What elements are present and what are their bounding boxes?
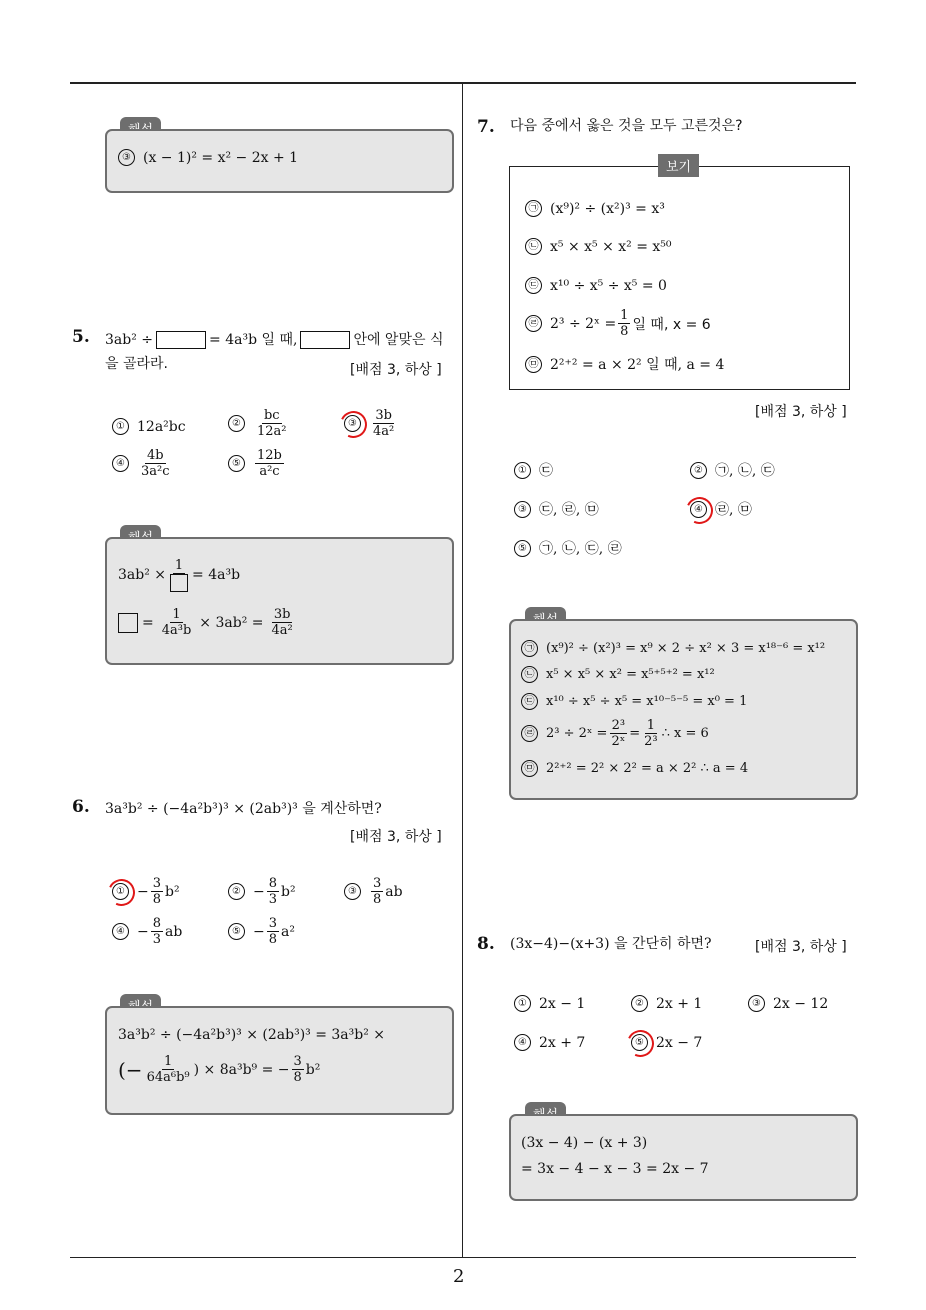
q8-score: [배점 3, 하상 ]	[755, 939, 847, 955]
q5-option-1-mark: ①	[112, 418, 129, 435]
q7-number: 7.	[477, 117, 495, 137]
q5-option-1-value: 12a²bc	[137, 418, 186, 435]
q7-option-1[interactable]: ① ㉢	[514, 460, 553, 480]
q8-text: (3x−4)−(x+3) 을 간단히 하면?	[510, 936, 712, 952]
bottom-rule	[70, 1257, 856, 1258]
q5-text-d: 을 골라라.	[105, 356, 168, 372]
q4-solution-text: (x − 1)² = x² − 2x + 1	[143, 149, 299, 166]
q5-text-b: = 4a³b 일 때,	[209, 332, 298, 348]
q8-option-5-mark-selected: ⑤	[631, 1034, 648, 1051]
q8-option-4[interactable]: ④ 2x + 7	[514, 1034, 585, 1051]
q5-option-3-mark-selected: ③	[344, 415, 361, 432]
q6-option-3[interactable]: ③ $\frac{3}{8}$ ab	[344, 876, 403, 907]
q6-number: 6.	[72, 797, 90, 817]
q8-solution-line-1: (3x − 4) − (x + 3)	[521, 1135, 648, 1151]
q6-solution-line-2: (− $\frac{1}{\text{64a⁶b⁹}}$ ) × 8a³b⁹ = − $\frac{3}{8}$ b²	[118, 1054, 321, 1085]
q8-number: 8.	[477, 934, 495, 954]
q6-option-1[interactable]: ① − $\frac{3}{8}$ b²	[112, 876, 180, 907]
q7-bogi-item-4: ㉣ 2³ ÷ 2ˣ = $\frac{1}{8}$ 일 때, x = 6	[525, 308, 711, 339]
q6-option-1-mark-selected: ①	[112, 883, 129, 900]
q8-option-2[interactable]: ② 2x + 1	[631, 995, 702, 1012]
q7-solution-line-3: ㉢ x¹⁰ ÷ x⁵ ÷ x⁵ = x¹⁰⁻⁵⁻⁵ = x⁰ = 1	[521, 693, 747, 710]
q5-solution-box	[105, 537, 454, 665]
q5-option-5-mark: ⑤	[228, 455, 245, 472]
q7-option-2[interactable]: ② ㉠, ㉡, ㉢	[690, 460, 775, 480]
q5-option-1[interactable]	[112, 418, 186, 435]
q7-bogi-item-2: ㉡ x⁵ × x⁵ × x² = x⁵⁰	[525, 238, 672, 255]
q7-option-4[interactable]: ④ ㉣, ㉤	[690, 499, 752, 519]
top-rule	[70, 82, 856, 84]
q6-score: [배점 3, 하상 ]	[350, 829, 442, 845]
q7-solution-line-5: ㉤ 2²⁺² = 2² × 2² = a × 2² ∴ a = 4	[521, 760, 748, 777]
q5-option-2-fraction: $\frac{bc}{\text{12a²}}$	[257, 408, 287, 439]
q4-solution-mark: ③	[118, 149, 135, 166]
q5-blank-2	[300, 331, 350, 349]
q5-option-4-fraction: $\frac{4b}{\text{3a²c}}$	[141, 448, 170, 479]
q5-option-3-fraction: $\frac{3b}{\text{4a²}}$	[373, 408, 395, 439]
q5-blank-1	[156, 331, 206, 349]
q7-option-5[interactable]: ⑤ ㉠, ㉡, ㉢, ㉣	[514, 538, 622, 558]
q6-option-3-mark: ③	[344, 883, 361, 900]
q7-solution-line-2: ㉡ x⁵ × x⁵ × x² = x⁵⁺⁵⁺² = x¹²	[521, 666, 715, 683]
q5-number: 5.	[72, 327, 90, 347]
q5-option-4[interactable]	[112, 448, 174, 479]
q5-solution-line-2: = $\frac{1}{\text{4a³b}}$ × 3ab² = $\frac{3b}{\text{4a²}}$	[118, 607, 297, 638]
q7-solution-line-1: ㉠ (x⁹)² ÷ (x²)³ = x⁹ × 2 ÷ x² × 3 = x¹⁸⁻⁶ = x¹²	[521, 640, 825, 657]
q8-solution-line-2: = 3x − 4 − x − 3 = 2x − 7	[521, 1161, 709, 1177]
q7-bogi-tab: 보기	[658, 154, 699, 177]
q6-solution-line-1: 3a³b² ÷ (−4a²b³)³ × (2ab³)³ = 3a³b² ×	[118, 1027, 386, 1043]
q8-option-5[interactable]: ⑤ 2x − 7	[631, 1034, 702, 1051]
q5-option-5-fraction: $\frac{12b}{\text{a²c}}$	[257, 448, 282, 479]
q6-option-5-mark: ⑤	[228, 923, 245, 940]
q7-option-4-mark-selected: ④	[690, 501, 707, 518]
q7-text: 다음 중에서 옳은 것을 모두 고른것은?	[510, 118, 743, 134]
q7-bogi-item-3: ㉢ x¹⁰ ÷ x⁵ ÷ x⁵ = 0	[525, 277, 667, 294]
q5-solution-line-1: 3ab² × 1 = 4a³b	[118, 558, 240, 592]
q8-solution-box	[509, 1114, 858, 1201]
q5-option-2-mark: ②	[228, 415, 245, 432]
q7-solution-line-4: ㉣ 2³ ÷ 2ˣ = $\frac{\text{2³}}{\text{2ˣ}}$ = $\frac{1}{\text{2³}}$ ∴ x = 6	[521, 718, 709, 749]
q5-option-5[interactable]	[228, 448, 286, 479]
q5-text-c: 안에 알맞은 식	[353, 332, 444, 348]
q8-option-3[interactable]: ③ 2x − 12	[748, 995, 828, 1012]
column-divider	[462, 84, 463, 1258]
page-number: 2	[453, 1266, 465, 1287]
q6-option-4-mark: ④	[112, 923, 129, 940]
q6-text: 3a³b² ÷ (−4a²b³)³ × (2ab³)³ 을 계산하면?	[105, 801, 382, 817]
q5-text-a: 3ab² ÷	[105, 332, 154, 348]
q7-bogi-item-5: ㉤ 2²⁺² = a × 2² 일 때, a = 4	[525, 354, 724, 374]
q7-score: [배점 3, 하상 ]	[755, 404, 847, 420]
q6-option-4[interactable]: ④ − $\frac{8}{3}$ ab	[112, 916, 182, 947]
q8-option-1[interactable]: ① 2x − 1	[514, 995, 585, 1012]
q5-option-2[interactable]	[228, 408, 291, 439]
q6-option-2[interactable]: ② − $\frac{8}{3}$ b²	[228, 876, 296, 907]
q7-bogi-item-1: ㉠ (x⁹)² ÷ (x²)³ = x³	[525, 200, 665, 217]
q7-option-3[interactable]: ③ ㉢, ㉣, ㉤	[514, 499, 599, 519]
q6-option-5[interactable]: ⑤ − $\frac{3}{8}$ a²	[228, 916, 295, 947]
q5-option-3[interactable]	[344, 408, 398, 439]
q5-score: [배점 3, 하상 ]	[350, 362, 442, 378]
q5-option-4-mark: ④	[112, 455, 129, 472]
q4-solution-line	[118, 149, 298, 166]
q6-option-2-mark: ②	[228, 883, 245, 900]
